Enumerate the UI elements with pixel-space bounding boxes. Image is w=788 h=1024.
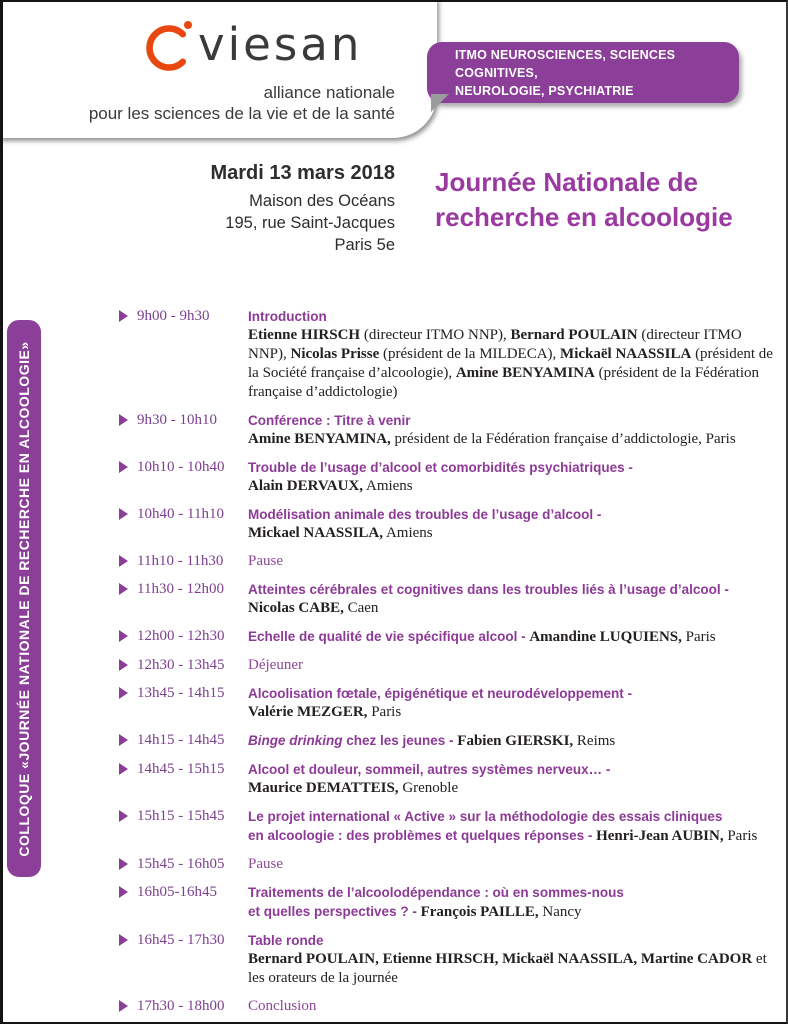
agenda-title (248, 627, 781, 647)
agenda-content (248, 552, 781, 571)
bullet-arrow-icon (119, 763, 128, 775)
itmo-badge (427, 42, 739, 103)
page-title-line2: recherche en alcoologie (435, 202, 733, 232)
aviesan-tagline (3, 82, 395, 124)
agenda-content (248, 656, 781, 675)
agenda-content (248, 931, 781, 988)
text-segment: Fabien GIERSKI, (457, 733, 574, 749)
bullet-arrow-icon (119, 886, 128, 898)
text-segment: Echelle de qualité de vie spécifique alcool - (248, 629, 530, 644)
agenda-row (119, 580, 783, 618)
agenda-plain-title: Pause (248, 553, 283, 569)
text-segment: Traitements de l’alcoolodépendance : où en sommes-nous (248, 885, 624, 900)
agenda-title (248, 731, 781, 751)
text-segment: Table ronde (248, 933, 324, 948)
agenda-row (119, 552, 783, 571)
agenda-row (119, 731, 783, 751)
tagline-line2: pour les sciences de la vie et de la santé (88, 104, 395, 123)
colloque-side-banner (7, 320, 41, 877)
bullet-arrow-icon (119, 1000, 128, 1012)
agenda-speakers (248, 524, 781, 543)
text-segment: Grenoble (398, 780, 459, 796)
agenda-time: 13h45 - 14h15 (137, 685, 225, 701)
agenda-row (119, 855, 783, 874)
agenda-content (248, 505, 781, 543)
agenda-time: 12h30 - 13h45 (137, 657, 225, 673)
itmo-badge-line1: ITMO NEUROSCIENCES, SCIENCES COGNITIVES, (455, 47, 676, 80)
agenda-content (248, 411, 781, 449)
agenda-time: 9h30 - 10h10 (137, 412, 217, 428)
agenda-plain-title: Conclusion (248, 998, 317, 1014)
aviesan-logo-a-icon (143, 16, 197, 74)
text-segment: chez les jeunes - (342, 733, 458, 748)
agenda-row (119, 684, 783, 722)
text-segment: Alcoolisation fœtale, épigénétique et neurodéveloppement - (248, 686, 633, 701)
bullet-arrow-icon (119, 810, 128, 822)
text-segment: Caen (343, 600, 379, 616)
text-segment: Binge drinking (248, 733, 343, 748)
agenda-row (119, 411, 783, 449)
agenda-row (119, 760, 783, 798)
agenda-row (119, 627, 783, 647)
text-segment: (président de la MILDECA), (379, 346, 561, 362)
agenda-plain-title: Déjeuner (248, 657, 303, 673)
text-segment: (président de la Société française d’alcoologie), (248, 346, 773, 381)
bullet-arrow-icon (119, 934, 128, 946)
agenda-time: 11h10 - 11h30 (137, 553, 224, 569)
agenda-title (248, 411, 781, 430)
bullet-arrow-icon (119, 310, 128, 322)
agenda-title (248, 883, 781, 922)
bullet-arrow-icon (119, 659, 128, 671)
agenda-title (248, 458, 781, 477)
agenda-plain-title: Pause (248, 856, 283, 872)
text-segment: Amiens (363, 478, 413, 494)
agenda-content (248, 760, 781, 798)
agenda-speakers (248, 477, 781, 496)
text-segment: et les orateurs de la journée (248, 951, 767, 986)
agenda-row (119, 307, 783, 402)
agenda (119, 307, 783, 1024)
agenda-row (119, 883, 783, 922)
agenda-title (248, 580, 781, 599)
text-segment: Reims (573, 733, 616, 749)
agenda-time: 14h45 - 15h15 (137, 761, 225, 777)
text-segment: Mickaël NAASSILA (560, 346, 692, 362)
event-city: Paris 5e (334, 236, 395, 254)
agenda-time: 16h05-16h45 (137, 884, 217, 900)
text-segment: Maurice DEMATTEIS, (248, 780, 399, 796)
text-segment: et quelles perspectives ? - (248, 904, 421, 919)
bullet-arrow-icon (119, 687, 128, 699)
text-segment: Le projet international « Active » sur la méthodologie des essais cliniques (248, 809, 723, 824)
aviesan-logo (143, 16, 362, 74)
agenda-speakers (248, 430, 781, 449)
text-segment: Trouble de l’usage d’alcool et comorbidités psychiatriques - (248, 460, 633, 475)
agenda-speakers (248, 779, 781, 798)
text-segment: Amandine LUQUIENS, (529, 629, 682, 645)
agenda-title (248, 307, 781, 326)
text-segment: Alain DERVAUX, (248, 478, 364, 494)
text-segment: Valérie MEZGER, (248, 704, 368, 720)
text-segment: (directeur ITMO NNP), (360, 327, 511, 343)
text-segment: Amiens (383, 525, 433, 541)
agenda-speakers (248, 599, 781, 618)
text-segment: Alcool et douleur, sommeil, autres systèmes nerveux… - (248, 762, 611, 777)
text-segment: en alcoologie : des problèmes et quelques réponses - (248, 828, 597, 843)
text-segment: (directeur ITMO NNP), (248, 327, 742, 362)
colloque-side-banner-label: COLLOQUE «JOURNÉE NATIONALE DE RECHERCHE EN ALCOOLOGIE» (16, 340, 32, 857)
agenda-time: 15h15 - 15h45 (137, 808, 225, 824)
agenda-row (119, 505, 783, 543)
text-segment: Nicolas CABE, (248, 600, 344, 616)
event-date: Mardi 13 mars 2018 (210, 162, 395, 184)
agenda-time: 9h00 - 9h30 (137, 308, 210, 324)
text-segment: Paris (681, 629, 716, 645)
tagline-line1: alliance nationale (263, 83, 395, 102)
agenda-speakers (248, 326, 781, 402)
agenda-content (248, 458, 781, 496)
bullet-arrow-icon (119, 414, 128, 426)
agenda-title (248, 760, 781, 779)
agenda-time: 10h40 - 11h10 (137, 506, 224, 522)
agenda-title (248, 684, 781, 703)
text-segment: Henri-Jean AUBIN, (596, 828, 724, 844)
bullet-arrow-icon (119, 858, 128, 870)
agenda-row (119, 931, 783, 988)
agenda-content (248, 580, 781, 618)
text-segment: Nicolas Prisse (290, 346, 380, 362)
agenda-row (119, 458, 783, 496)
event-address: 195, rue Saint-Jacques (225, 214, 395, 232)
agenda-content (248, 807, 781, 846)
agenda-time: 14h15 - 14h45 (137, 732, 225, 748)
agenda-time: 15h45 - 16h05 (137, 856, 225, 872)
text-segment: Bernard POULAIN (510, 327, 638, 343)
text-segment: président de la Fédération française d’addictologie, Paris (390, 431, 736, 447)
agenda-time: 12h00 - 12h30 (137, 628, 225, 644)
agenda-time: 10h10 - 10h40 (137, 459, 225, 475)
page-title (435, 165, 733, 235)
text-segment: Amine BENYAMINA, (248, 431, 391, 447)
aviesan-logo-text: viesan (198, 18, 363, 71)
agenda-title (248, 807, 781, 846)
agenda-content (248, 731, 781, 751)
bullet-arrow-icon (119, 630, 128, 642)
agenda-content (248, 307, 781, 402)
text-segment: Conférence : Titre à venir (248, 413, 411, 428)
agenda-title (248, 931, 781, 950)
page-title-line1: Journée Nationale de (435, 167, 698, 197)
bullet-arrow-icon (119, 583, 128, 595)
itmo-badge-line2: NEUROLOGIE, PSYCHIATRIE (455, 83, 634, 98)
agenda-title (248, 505, 781, 524)
agenda-time: 16h45 - 17h30 (137, 932, 225, 948)
text-segment: Introduction (248, 309, 327, 324)
event-venue: Maison des Océans (249, 192, 395, 210)
agenda-time: 17h30 - 18h00 (137, 998, 225, 1014)
text-segment: Etienne HIRSCH (248, 327, 361, 343)
text-segment: François PAILLE, (420, 904, 539, 920)
text-segment: Amine BENYAMINA (455, 365, 595, 381)
agenda-content (248, 684, 781, 722)
bullet-arrow-icon (119, 734, 128, 746)
agenda-speakers (248, 950, 781, 988)
agenda-content (248, 883, 781, 922)
bullet-arrow-icon (119, 461, 128, 473)
text-segment: Mickael NAASSILA, (248, 525, 384, 541)
text-segment: Modélisation animale des troubles de l’usage d’alcool - (248, 507, 602, 522)
text-segment: Paris (723, 828, 758, 844)
agenda-row (119, 997, 783, 1016)
agenda-speakers (248, 703, 781, 722)
agenda-content (248, 855, 781, 874)
agenda-row (119, 807, 783, 846)
text-segment: Atteintes cérébrales et cognitives dans les troubles liés à l’usage d’alcool - (248, 582, 729, 597)
agenda-content (248, 997, 781, 1016)
text-segment: Bernard POULAIN, Etienne HIRSCH, Mickaël NAASSILA, Martine CADOR (248, 951, 753, 967)
text-segment: Paris (367, 704, 402, 720)
text-segment: (président de la Fédération française d’addictologie) (248, 365, 759, 400)
agenda-row (119, 656, 783, 675)
text-segment: Nancy (538, 904, 582, 920)
event-date-block (143, 162, 395, 256)
agenda-content (248, 627, 781, 647)
bullet-arrow-icon (119, 555, 128, 567)
agenda-time: 11h30 - 12h00 (137, 581, 224, 597)
bullet-arrow-icon (119, 508, 128, 520)
